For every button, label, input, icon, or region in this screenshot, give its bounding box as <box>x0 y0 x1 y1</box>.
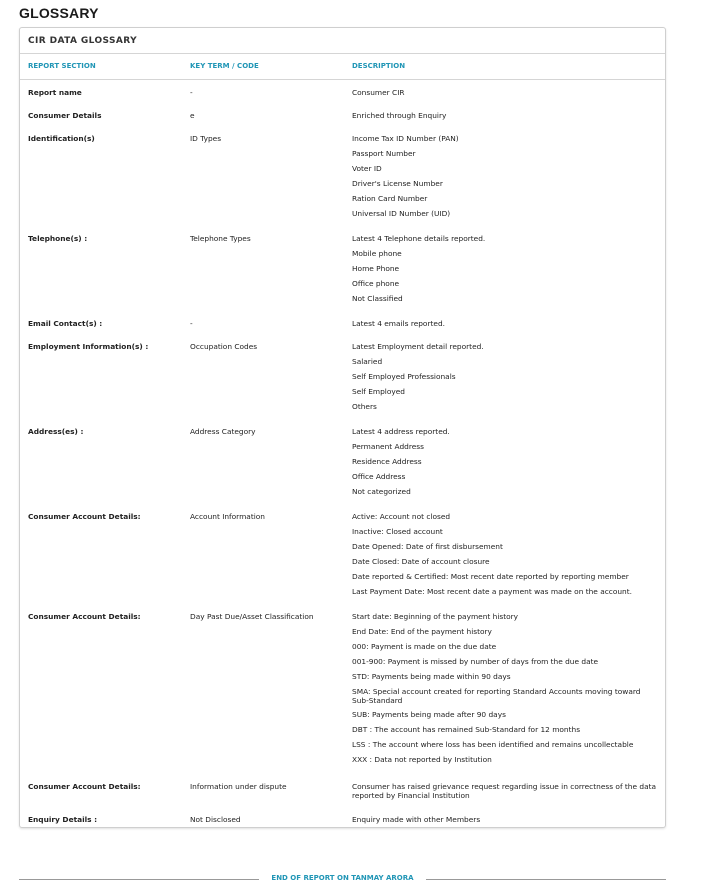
glossary-rows <box>20 80 665 832</box>
row-description <box>352 339 658 414</box>
description-line: Enriched through Enquiry <box>352 111 447 120</box>
description-line: STD: Payments being made within 90 days <box>352 672 511 681</box>
description-line: Home Phone <box>352 264 400 273</box>
column-headers <box>20 54 665 80</box>
description-line: LSS : The account where loss has been identified and remains uncollectable <box>352 740 634 749</box>
row-description <box>352 316 658 331</box>
table-row <box>20 316 665 339</box>
page-title: GLOSSARY <box>19 5 99 21</box>
row-description <box>352 609 658 767</box>
row-section: Consumer Account Details: <box>28 782 141 791</box>
description-line: SMA: Special account created for reporting Standard Accounts moving toward Sub-Standard <box>352 687 641 705</box>
glossary-panel <box>19 27 666 828</box>
description-line: 001-900: Payment is missed by number of days from the due date <box>352 657 599 666</box>
row-section: Report name <box>28 88 82 97</box>
footer-rule-right <box>426 879 666 880</box>
row-term: Occupation Codes <box>190 342 258 351</box>
table-row <box>20 609 665 779</box>
row-term: - <box>190 88 193 97</box>
description-line: Salaried <box>352 357 383 366</box>
description-line: Not Classified <box>352 294 403 303</box>
row-section: Consumer Details <box>28 111 102 120</box>
description-line: Voter ID <box>352 164 382 173</box>
description-line: Residence Address <box>352 457 422 466</box>
table-row <box>20 85 665 108</box>
description-line: Latest Employment detail reported. <box>352 342 484 351</box>
description-line: Latest 4 Telephone details reported. <box>352 234 486 243</box>
table-row <box>20 779 665 812</box>
table-row <box>20 812 665 832</box>
description-line: 000: Payment is made on the due date <box>352 642 497 651</box>
row-description <box>352 424 658 499</box>
row-term: Address Category <box>190 427 256 436</box>
description-line: Driver's License Number <box>352 179 443 188</box>
row-section: Consumer Account Details: <box>28 612 141 621</box>
description-line: Others <box>352 402 377 411</box>
row-section: Telephone(s) : <box>28 234 88 243</box>
row-term: Information under dispute <box>190 782 287 791</box>
description-line: Income Tax ID Number (PAN) <box>352 134 459 143</box>
description-line: Date Opened: Date of first disbursement <box>352 542 503 551</box>
description-line: Self Employed <box>352 387 405 396</box>
panel-header <box>20 28 665 54</box>
row-description <box>352 812 658 827</box>
description-line: Permanent Address <box>352 442 424 451</box>
description-line: Consumer has raised grievance request regarding issue in correctness of the data reported by Financial Institution <box>352 782 657 800</box>
row-section: Employment Information(s) : <box>28 342 149 351</box>
row-description <box>352 85 658 100</box>
description-line: Latest 4 emails reported. <box>352 319 445 328</box>
row-description <box>352 108 658 123</box>
description-line: End Date: End of the payment history <box>352 627 492 636</box>
column-header-term: KEY TERM / CODE <box>190 62 259 70</box>
description-line: Start date: Beginning of the payment history <box>352 612 519 621</box>
row-section: Enquiry Details : <box>28 815 98 824</box>
table-row <box>20 131 665 231</box>
description-line: Enquiry made with other Members <box>352 815 481 824</box>
description-line: Office Address <box>352 472 406 481</box>
row-section: Identification(s) <box>28 134 95 143</box>
table-row <box>20 339 665 424</box>
description-line: Mobile phone <box>352 249 402 258</box>
description-line: SUB: Payments being made after 90 days <box>352 710 506 719</box>
panel-title: CIR DATA GLOSSARY <box>28 35 138 46</box>
description-line: Last Payment Date: Most recent date a payment was made on the account. <box>352 587 632 596</box>
description-line: Date reported & Certified: Most recent date reported by reporting member <box>352 572 629 581</box>
table-row <box>20 509 665 609</box>
row-term: - <box>190 319 193 328</box>
description-line: Inactive: Closed account <box>352 527 443 536</box>
row-term: Telephone Types <box>190 234 251 243</box>
row-term: ID Types <box>190 134 222 143</box>
row-term: Not Disclosed <box>190 815 241 824</box>
table-row <box>20 231 665 316</box>
description-line: Not categorized <box>352 487 411 496</box>
description-line: Universal ID Number (UID) <box>352 209 451 218</box>
description-line: Date Closed: Date of account closure <box>352 557 490 566</box>
row-description <box>352 231 658 306</box>
table-row <box>20 108 665 131</box>
description-line: Office phone <box>352 279 400 288</box>
row-section: Consumer Account Details: <box>28 512 141 521</box>
row-term: Account Information <box>190 512 265 521</box>
description-line: Latest 4 address reported. <box>352 427 450 436</box>
row-term: e <box>190 111 195 120</box>
description-line: Ration Card Number <box>352 194 428 203</box>
description-line: Passport Number <box>352 149 416 158</box>
table-row <box>20 424 665 509</box>
description-line: DBT : The account has remained Sub-Standard for 12 months <box>352 725 581 734</box>
description-line: Consumer CIR <box>352 88 405 97</box>
description-line: XXX : Data not reported by Institution <box>352 755 492 764</box>
description-line: Active: Account not closed <box>352 512 451 521</box>
row-section: Email Contact(s) : <box>28 319 103 328</box>
row-description <box>352 509 658 599</box>
column-header-description: DESCRIPTION <box>352 62 406 70</box>
row-description <box>352 131 658 221</box>
column-header-section: REPORT SECTION <box>28 62 96 70</box>
description-line: Self Employed Professionals <box>352 372 456 381</box>
report-footer <box>19 874 666 884</box>
row-section: Address(es) : <box>28 427 84 436</box>
row-term: Day Past Due/Asset Classification <box>190 612 314 621</box>
row-description <box>352 779 658 802</box>
footer-text: END OF REPORT ON TANMAY ARORA <box>271 874 414 882</box>
